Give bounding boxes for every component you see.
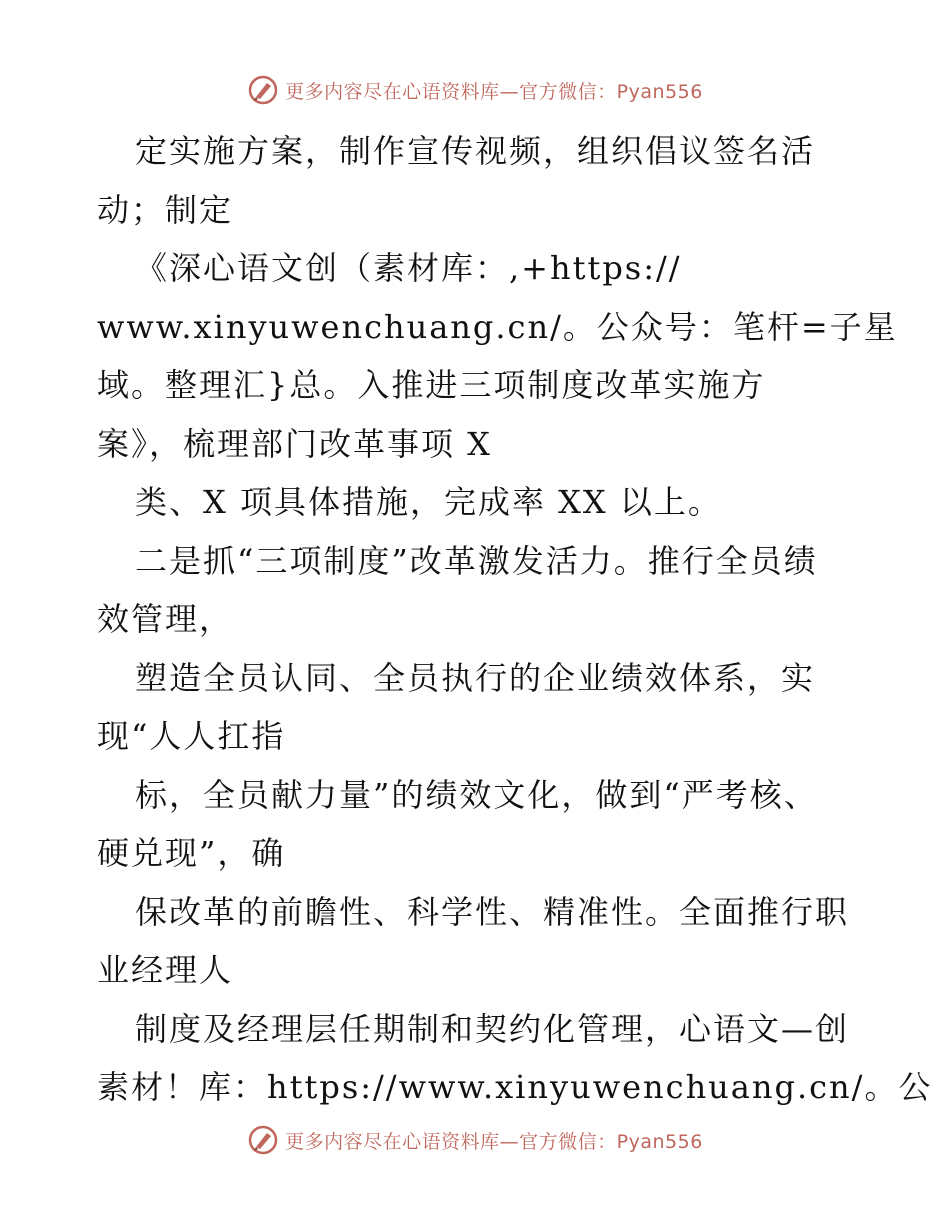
text-line: 效管理， bbox=[97, 600, 234, 638]
watermark-header bbox=[0, 70, 950, 110]
text-line: 标，全员献力量”的绩效文化，做到“严考核、 bbox=[135, 775, 818, 814]
text-line: 保改革的前瞻性、科学性、精准性。全面推行职 bbox=[135, 892, 850, 931]
watermark-text: 更多内容尽在心语资料库—官方微信：Pyan556 bbox=[285, 80, 703, 103]
text-line: 素材！库：https://www.xinyuwenchuang.cn/。公 bbox=[97, 1068, 933, 1106]
text-line: www.xinyuwenchuang.cn/。公众号：笔杆=子星 bbox=[97, 307, 898, 346]
text-line: 类、X 项具体措施，完成率 XX 以上。 bbox=[135, 483, 722, 521]
text-line: 制度及经理层任期制和契约化管理，心语文—创 bbox=[135, 1009, 850, 1048]
watermark-text: 更多内容尽在心语资料库—官方微信：Pyan556 bbox=[285, 1130, 703, 1153]
pen-logo-icon bbox=[247, 74, 279, 106]
text-line: 定实施方案，制作宣传视频，组织倡议签名活 bbox=[135, 132, 816, 170]
pen-logo-icon bbox=[247, 1124, 279, 1156]
text-line: 域。整理汇}总。入推进三项制度改革实施方 bbox=[97, 366, 766, 404]
text-line: 业经理人 bbox=[97, 951, 234, 989]
text-line: 动；制定 bbox=[97, 190, 234, 229]
text-line: 《深心语文创（素材库：,+https:// bbox=[135, 249, 682, 287]
text-line: 硬兑现”，确 bbox=[97, 834, 286, 872]
watermark-footer bbox=[0, 1120, 950, 1160]
text-line: 二是抓“三项制度”改革激发活力。推行全员绩 bbox=[135, 541, 818, 580]
text-line: 塑造全员认同、全员执行的企业绩效体系，实 bbox=[135, 658, 816, 697]
text-line: 案》，梳理部门改革事项 X bbox=[97, 424, 492, 463]
text-line: 现“人人扛指 bbox=[97, 717, 286, 755]
document-body bbox=[97, 122, 933, 1117]
